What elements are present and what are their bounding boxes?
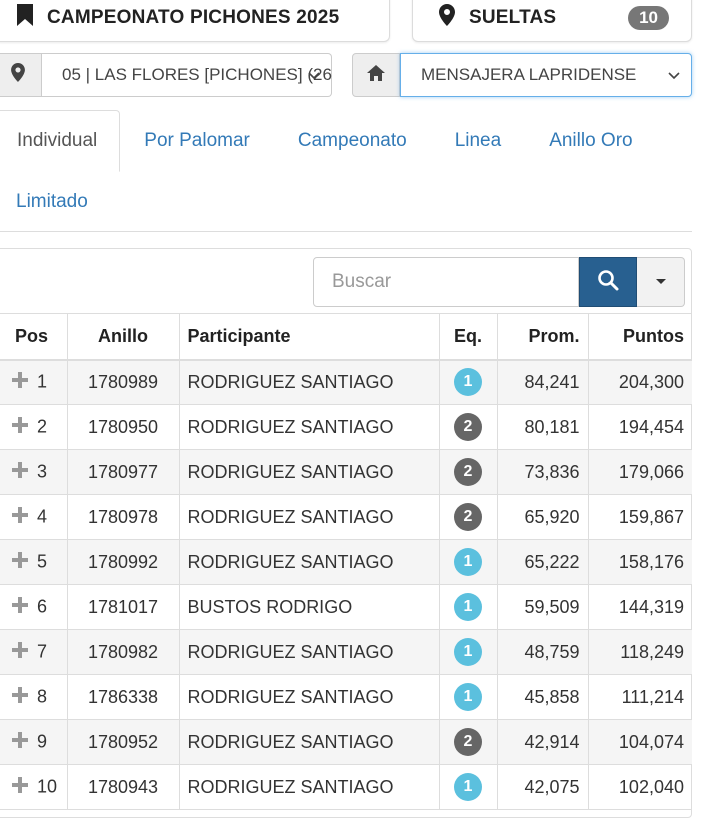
anillo-cell: 1781017 — [67, 585, 179, 630]
plus-icon[interactable] — [11, 416, 29, 439]
championship-title: CAMPEONATO PICHONES 2025 — [47, 6, 340, 28]
search-icon — [597, 269, 619, 296]
anillo-cell: 1780989 — [67, 360, 179, 405]
plus-icon[interactable] — [11, 641, 29, 664]
pos-value: 9 — [37, 730, 48, 751]
pos-value: 4 — [37, 505, 48, 526]
anillo-cell: 1780952 — [67, 720, 179, 765]
eq-badge: 1 — [454, 548, 482, 576]
participante-cell: RODRIGUEZ SANTIAGO — [179, 720, 439, 765]
table-row — [0, 360, 692, 405]
plus-icon[interactable] — [11, 551, 29, 574]
pos-value: 1 — [37, 371, 48, 391]
club-select-value: MENSAJERA LAPRIDENSE — [421, 65, 637, 84]
participante-cell: RODRIGUEZ SANTIAGO — [179, 495, 439, 540]
eq-cell — [439, 675, 497, 720]
results-table — [0, 313, 692, 810]
chevron-down-icon — [667, 68, 681, 88]
club-select-group — [352, 53, 692, 97]
participante-cell: RODRIGUEZ SANTIAGO — [179, 540, 439, 585]
table-row — [0, 630, 692, 675]
results-table-body — [0, 360, 692, 810]
table-row — [0, 765, 692, 810]
suelta-select[interactable] — [42, 53, 332, 97]
participante-cell: RODRIGUEZ SANTIAGO — [179, 630, 439, 675]
sueltas-card[interactable] — [412, 0, 692, 42]
plus-icon[interactable] — [11, 371, 29, 394]
anillo-cell: 1786338 — [67, 675, 179, 720]
pos-value: 6 — [37, 595, 48, 616]
pos-cell — [0, 405, 67, 450]
pos-cell — [0, 585, 67, 630]
puntos-cell: 144,319 — [588, 585, 692, 630]
puntos-cell: 179,066 — [588, 450, 692, 495]
suelta-select-value: 05 | LAS FLORES [PICHONES] (26 — [62, 65, 332, 84]
participante-cell: RODRIGUEZ SANTIAGO — [179, 765, 439, 810]
championship-title-card — [0, 0, 390, 42]
anillo-cell: 1780943 — [67, 765, 179, 810]
tab-campeonato[interactable]: Campeonato — [297, 130, 407, 151]
caret-down-icon — [655, 273, 667, 291]
table-row — [0, 540, 692, 585]
eq-badge: 2 — [454, 503, 482, 531]
pos-cell — [0, 360, 67, 405]
prom-cell: 65,222 — [497, 540, 588, 585]
eq-cell — [439, 585, 497, 630]
eq-cell — [439, 630, 497, 675]
col-participante[interactable]: Participante — [179, 314, 439, 360]
eq-badge: 2 — [454, 413, 482, 441]
puntos-cell: 194,454 — [588, 405, 692, 450]
participante-cell: RODRIGUEZ SANTIAGO — [179, 405, 439, 450]
search-button[interactable] — [579, 257, 637, 307]
table-row — [0, 405, 692, 450]
tab-individual[interactable]: Individual — [0, 110, 120, 172]
tab-linea[interactable]: Linea — [454, 130, 502, 151]
eq-cell — [439, 405, 497, 450]
prom-cell: 59,509 — [497, 585, 588, 630]
puntos-cell: 102,040 — [588, 765, 692, 810]
pos-value: 7 — [37, 640, 48, 661]
eq-cell — [439, 360, 497, 405]
eq-badge: 1 — [454, 368, 482, 396]
eq-badge: 2 — [454, 458, 482, 486]
table-row — [0, 675, 692, 720]
eq-cell — [439, 495, 497, 540]
participante-cell: RODRIGUEZ SANTIAGO — [179, 450, 439, 495]
anillo-cell: 1780978 — [67, 495, 179, 540]
pos-cell — [0, 720, 67, 765]
plus-icon[interactable] — [11, 686, 29, 709]
results-panel — [0, 248, 692, 818]
eq-cell — [439, 765, 497, 810]
tabs-divider — [0, 231, 692, 232]
anillo-cell: 1780977 — [67, 450, 179, 495]
search-bar — [313, 257, 685, 307]
plus-icon[interactable] — [11, 776, 29, 799]
puntos-cell: 159,867 — [588, 495, 692, 540]
anillo-cell: 1780992 — [67, 540, 179, 585]
sueltas-count-badge: 10 — [628, 6, 669, 30]
plus-icon[interactable] — [11, 461, 29, 484]
club-select[interactable] — [400, 53, 692, 97]
pos-cell — [0, 540, 67, 585]
pos-cell — [0, 495, 67, 540]
col-pos[interactable]: Pos — [0, 314, 67, 360]
club-select-addon — [352, 53, 400, 97]
ranking-tabs — [0, 110, 692, 232]
prom-cell: 80,181 — [497, 405, 588, 450]
pos-cell — [0, 765, 67, 810]
participante-cell: RODRIGUEZ SANTIAGO — [179, 675, 439, 720]
participante-cell: RODRIGUEZ SANTIAGO — [179, 360, 439, 405]
bookmark-icon — [17, 4, 33, 31]
chevron-down-icon — [307, 68, 321, 88]
eq-badge: 1 — [454, 773, 482, 801]
pos-cell — [0, 630, 67, 675]
participante-cell: BUSTOS RODRIGO — [179, 585, 439, 630]
pos-value: 5 — [37, 550, 48, 571]
plus-icon[interactable] — [11, 506, 29, 529]
plus-icon[interactable] — [11, 731, 29, 754]
eq-badge: 1 — [454, 593, 482, 621]
tab-limitado[interactable]: Limitado — [16, 191, 88, 212]
eq-badge: 2 — [454, 728, 482, 756]
table-row — [0, 495, 692, 540]
prom-cell: 42,075 — [497, 765, 588, 810]
prom-cell: 45,858 — [497, 675, 588, 720]
col-puntos[interactable]: Puntos — [588, 314, 692, 360]
pos-value: 10 — [37, 775, 58, 796]
prom-cell: 84,241 — [497, 360, 588, 405]
pos-cell — [0, 450, 67, 495]
table-row — [0, 720, 692, 765]
map-marker-icon — [11, 63, 25, 87]
eq-cell — [439, 540, 497, 585]
table-row — [0, 585, 692, 630]
prom-cell: 48,759 — [497, 630, 588, 675]
pos-cell — [0, 675, 67, 720]
pos-value: 2 — [37, 415, 48, 436]
prom-cell: 73,836 — [497, 450, 588, 495]
puntos-cell: 204,300 — [588, 360, 692, 405]
plus-icon[interactable] — [11, 596, 29, 619]
eq-badge: 1 — [454, 683, 482, 711]
search-options-button[interactable] — [637, 257, 685, 307]
puntos-cell: 111,214 — [588, 675, 692, 720]
anillo-cell: 1780982 — [67, 630, 179, 675]
eq-badge: 1 — [454, 638, 482, 666]
puntos-cell: 158,176 — [588, 540, 692, 585]
prom-cell: 65,920 — [497, 495, 588, 540]
pos-value: 8 — [37, 685, 48, 706]
col-anillo[interactable]: Anillo — [67, 314, 179, 360]
puntos-cell: 118,249 — [588, 630, 692, 675]
table-header-row — [0, 314, 692, 360]
table-row — [0, 450, 692, 495]
tab-por-palomar[interactable]: Por Palomar — [144, 130, 250, 151]
anillo-cell: 1780950 — [67, 405, 179, 450]
suelta-select-addon — [0, 53, 42, 97]
puntos-cell: 104,074 — [588, 720, 692, 765]
tab-anillo-oro[interactable]: Anillo Oro — [549, 130, 633, 151]
sueltas-label: SUELTAS — [469, 6, 557, 28]
eq-cell — [439, 720, 497, 765]
search-input[interactable]: Buscar — [313, 257, 579, 307]
eq-cell — [439, 450, 497, 495]
prom-cell: 42,914 — [497, 720, 588, 765]
suelta-select-group — [0, 53, 332, 97]
pos-value: 3 — [37, 460, 48, 481]
home-icon — [366, 64, 386, 87]
col-prom[interactable]: Prom. — [497, 314, 588, 360]
col-eq[interactable]: Eq. — [439, 314, 497, 360]
map-marker-icon — [439, 4, 455, 31]
